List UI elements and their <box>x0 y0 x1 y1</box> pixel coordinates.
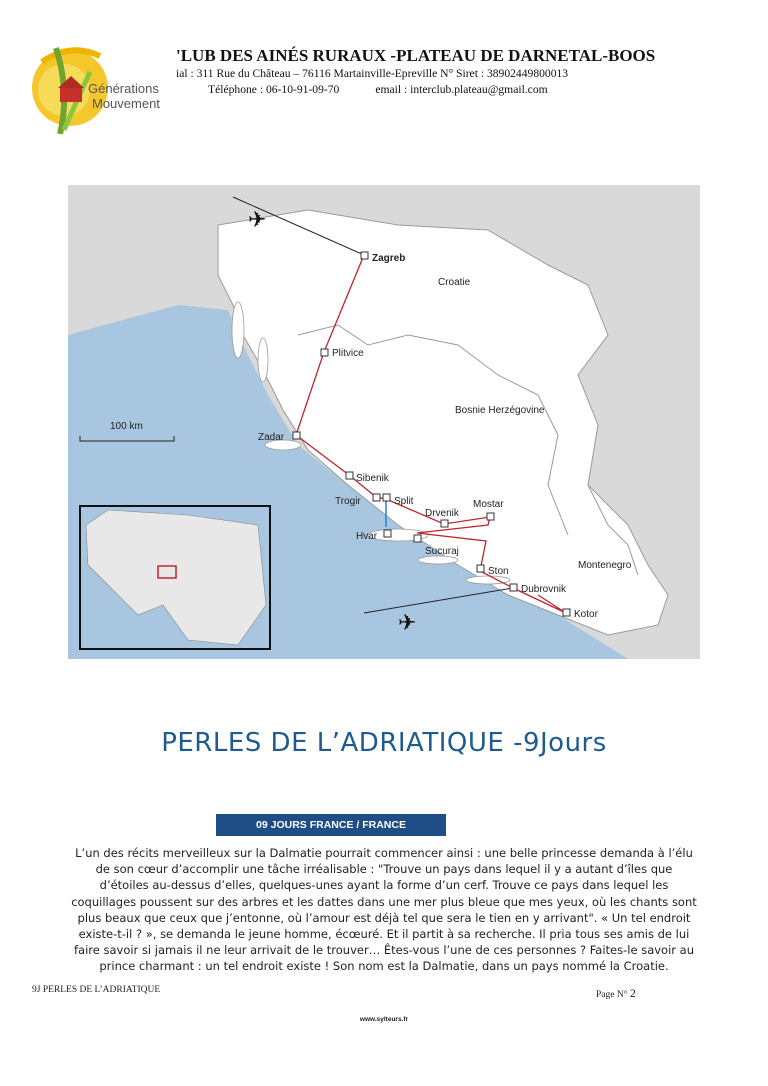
intro-line: faire savoir si jamais il ne leur arrivait de le trouver… Êtes-vous l’une de ces personnes ? Faites-le savoir au <box>73 943 694 958</box>
logo-text-mouvement: Mouvement <box>92 96 160 111</box>
city-label-dubrovnik: Dubrovnik <box>521 584 567 595</box>
footer-website[interactable]: www.sylteurs.fr <box>359 1016 409 1023</box>
scale-label: 100 km <box>110 421 143 432</box>
plane-icon: ✈ <box>398 611 417 636</box>
city-label-hvar: Hvar <box>356 531 378 542</box>
country-label-montenegro: Montenegro <box>578 560 632 571</box>
logo-text-generations: Générations <box>88 81 159 96</box>
club-phone: Téléphone : 06-10-91-09-70 <box>208 83 340 96</box>
footer-page-number <box>596 986 636 1001</box>
city-marker <box>563 609 570 616</box>
intro-paragraph <box>30 845 738 975</box>
city-marker <box>384 530 391 537</box>
intro-line: de son cœur d’accomplir une tâche irréalisable : "Trouve un pays dans lequel il y a autant d’îles que <box>95 862 673 877</box>
city-marker <box>321 349 328 356</box>
city-label-zadar: Zadar <box>258 432 285 443</box>
city-label-sibenik: Sibenik <box>356 473 389 484</box>
intro-line: prince charmant : un tel endroit existe ! Son nom est la Dalmatie, dans un pays nommé la Croatie. <box>99 959 669 974</box>
intro-line: plus beaux que ceux que j’entonne, où l’amour est déjà tel que sera le tien en y arrivant". « Un tel endroit <box>77 910 691 925</box>
city-marker <box>441 520 448 527</box>
intro-line: coquillages poussent sur des arbres et les dattes dans une mer plus bleue que mes yeux, où les chants sont <box>71 894 697 909</box>
city-label-split: Split <box>394 496 414 507</box>
city-label-kotor: Kotor <box>574 609 598 620</box>
page-number: 2 <box>629 986 636 1000</box>
city-marker <box>383 494 390 501</box>
city-label-sucuraj: Sucuraj <box>425 546 459 557</box>
city-label-drvenik: Drvenik <box>425 508 459 519</box>
club-contact <box>208 83 548 96</box>
page-title: PERLES DE L’ADRIATIQUE -9Jours <box>161 728 607 758</box>
city-label-trogir: Trogir <box>335 496 361 507</box>
city-label-plitvice: Plitvice <box>332 348 364 359</box>
country-label-croatia: Croatie <box>438 277 471 288</box>
club-email: email : interclub.plateau@gmail.com <box>375 83 548 96</box>
country-label-bosnia: Bosnie Herzégovine <box>455 405 545 416</box>
duration-badge: 09 JOURS FRANCE / FRANCE <box>216 814 446 836</box>
footer-trip-ref: 9J PERLES DE L’ADRIATIQUE <box>32 985 161 995</box>
city-marker <box>361 252 368 259</box>
club-title: 'LUB DES AINÉS RURAUX -PLATEAU DE DARNETAL-BOOS <box>176 46 656 65</box>
route-map <box>68 185 700 659</box>
intro-line: L’un des récits merveilleux sur la Dalmatie pourrait commencer ainsi : une belle princesse demanda à l’élu <box>75 846 693 860</box>
city-label-ston: Ston <box>488 566 509 577</box>
city-marker <box>487 513 494 520</box>
city-marker <box>293 432 300 439</box>
city-marker <box>510 584 517 591</box>
city-marker <box>477 565 484 572</box>
city-marker <box>346 472 353 479</box>
page-label: Page N° <box>596 990 628 1000</box>
city-marker <box>414 535 421 542</box>
city-marker <box>373 494 380 501</box>
city-label-zagreb: Zagreb <box>372 253 406 264</box>
intro-line: d’étoiles au-dessus d’elles, quelques-unes ayant la forme d’un cerf. Trouve ce pays dans lequel les <box>99 878 669 893</box>
intro-line: existe-t-il ? », se demanda le jeune homme, écœuré. Et il partit à sa recherche. Il pria tous ses amis de lui <box>78 927 690 942</box>
plane-icon: ✈ <box>248 208 267 233</box>
city-label-mostar: Mostar <box>473 499 504 510</box>
generations-mouvement-logo <box>30 42 180 134</box>
club-address: ial : 311 Rue du Château – 76116 Martainville-Epreville N° Siret : 38902449800013 <box>176 67 569 80</box>
